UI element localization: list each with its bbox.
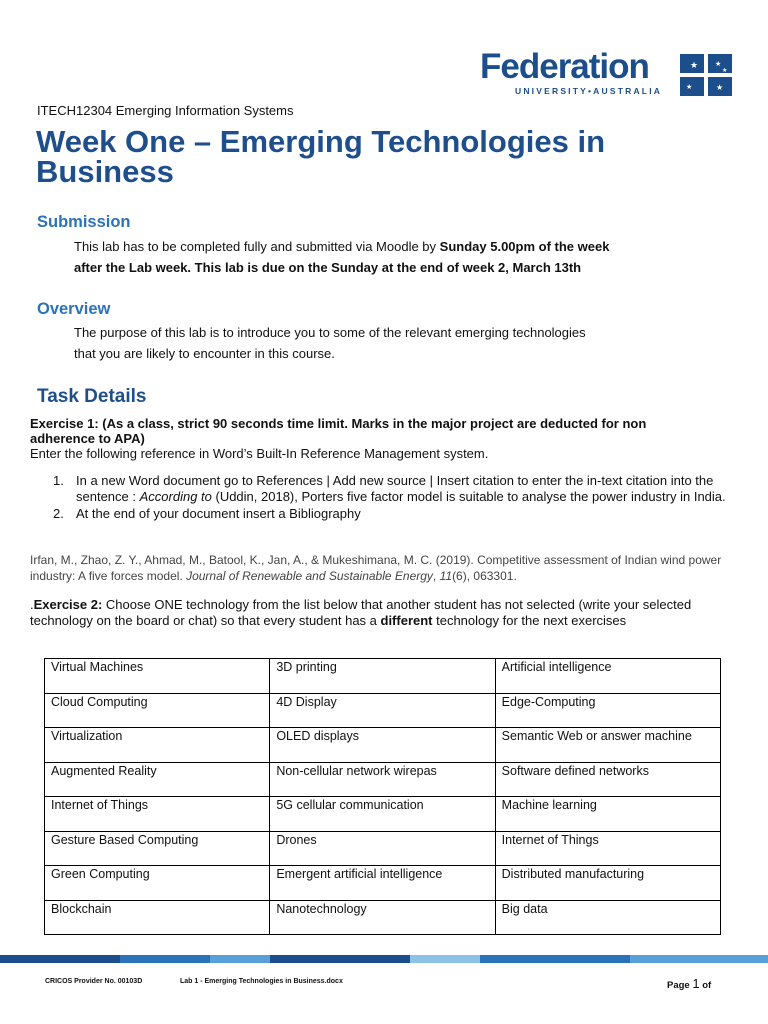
cricos-provider: CRICOS Provider No. 00103D [45,978,143,985]
table-row [45,659,721,694]
exercise-1-steps [53,473,743,523]
table-cell: Gesture Based Computing [45,831,270,866]
apa-reference [30,552,730,584]
exercise-2-text-b: technology for the next exercises [432,612,627,628]
table-row [45,693,721,728]
exercise-2-text [30,597,730,628]
table-cell: Green Computing [45,866,270,901]
table-row [45,762,721,797]
table-cell: Virtual Machines [45,659,270,694]
step-text-b: (Uddin, 2018), Porters five factor model is suitable to analyse the power industry in India. [211,489,726,504]
step-number: 2. [53,506,64,521]
submission-deadline-1: Sunday 5.00pm of the week [439,239,610,254]
table-cell: Cloud Computing [45,693,270,728]
svg-text:★: ★ [716,83,724,92]
document-title: Week One – Emerging Technologies in Business [36,124,606,189]
svg-text:★: ★ [690,61,699,71]
table-cell: 5G cellular communication [270,797,495,832]
footer-bar-segment [630,955,768,963]
exercise-2-label: Exercise 2: [33,597,103,612]
exercise-2-prefix: . [30,597,34,612]
table-cell: Augmented Reality [45,762,270,797]
table-cell: 3D printing [270,659,495,694]
exercise-1-intro: Enter the following reference in Word’s Built-In Reference Management system. [30,446,489,461]
technology-table [44,658,721,935]
page-label: Page [667,980,693,991]
table-cell: 4D Display [270,693,495,728]
page-number [667,976,711,991]
reference-journal: Journal of Renewable and Sustainable Energy [186,569,433,583]
reference-volume: 11 [439,569,453,583]
footer-color-bar [0,955,768,963]
table-cell: Blockchain [45,900,270,935]
svg-text:★: ★ [722,67,728,74]
list-item [53,506,743,522]
table-cell: Nanotechnology [270,900,495,935]
step-text-a: In a new Word document go to References | Add new source | Insert citation to enter the in-text citation into the sentence : [76,473,714,504]
svg-text:★: ★ [686,83,693,91]
table-cell: Emergent artificial intelligence [270,866,495,901]
reference-sep: , [432,569,440,583]
table-cell: Virtualization [45,728,270,763]
step-text: At the end of your document insert a Bibliography [76,506,361,521]
overview-text [74,322,694,364]
table-cell: Distributed manufacturing [495,866,720,901]
table-cell: Drones [270,831,495,866]
table-row [45,797,721,832]
footer-filename: Lab 1 - Emerging Technologies in Business.docx [180,978,343,985]
step-text [76,473,743,505]
list-item [53,473,743,505]
footer-bar-segment [0,955,120,963]
page-current: 1 [692,976,700,991]
submission-heading: Submission [37,213,131,231]
footer-bar-segment [210,955,270,963]
footer-bar-segment [410,955,480,963]
table-cell: Software defined networks [495,762,720,797]
table-cell: Edge-Computing [495,693,720,728]
overview-line-2: that you are likely to encounter in this course. [74,346,335,361]
svg-text:★: ★ [715,60,722,68]
table-cell: Artificial intelligence [495,659,720,694]
footer-bar-segment [270,955,410,963]
table-cell: Internet of Things [45,797,270,832]
table-cell: Machine learning [495,797,720,832]
table-cell: OLED displays [270,728,495,763]
step-text-italic: According to [139,489,212,504]
submission-text-plain: This lab has to be completed fully and submitted via Moodle by [74,239,440,254]
course-code: ITECH12304 Emerging Information Systems [37,103,294,118]
table-row [45,900,721,935]
overview-line-1: The purpose of this lab is to introduce you to some of the relevant emerging technologies [74,325,586,340]
page-of: of [699,980,712,991]
exercise-1-title-line-1: Exercise 1: (As a class, strict 90 seconds time limit. Marks in the major project are deducted for non [30,416,647,431]
table-cell: Internet of Things [495,831,720,866]
exercise-1-title-line-2: adherence to APA) [30,431,145,446]
overview-heading: Overview [37,300,111,318]
task-details-heading: Task Details [37,386,147,407]
table-cell: Non-cellular network wirepas [270,762,495,797]
exercise-2-emphasis: different [380,612,433,628]
logo-wordmark: Federation [480,47,649,86]
submission-text [74,236,694,278]
southern-cross-flag-icon [680,54,732,96]
submission-deadline-2: after the Lab week. This lab is due on the Sunday at the end of week 2, March 13th [74,260,582,275]
table-row [45,831,721,866]
table-row [45,728,721,763]
reference-authors-title: Irfan, M., Zhao, Z. Y., Ahmad, M., Batool, K., Jan, A., & Mukeshimana, M. C. (2019). Competitive assessment of Indian wind power industry: A five forces model. [30,553,722,583]
footer-bar-segment [120,955,210,963]
federation-logo [480,47,735,100]
reference-issue-pages: (6), 063301. [452,569,517,583]
table-cell: Semantic Web or answer machine [495,728,720,763]
exercise-2-text-a: Choose ONE technology from the list below that another student has not selected (write your selected technology on the board or chat) so that every student has a [30,597,692,628]
footer-bar-segment [480,955,630,963]
step-number: 1. [53,473,64,488]
table-row [45,866,721,901]
table-cell: Big data [495,900,720,935]
logo-tagline: UNIVERSITY•AUSTRALIA [515,86,663,96]
